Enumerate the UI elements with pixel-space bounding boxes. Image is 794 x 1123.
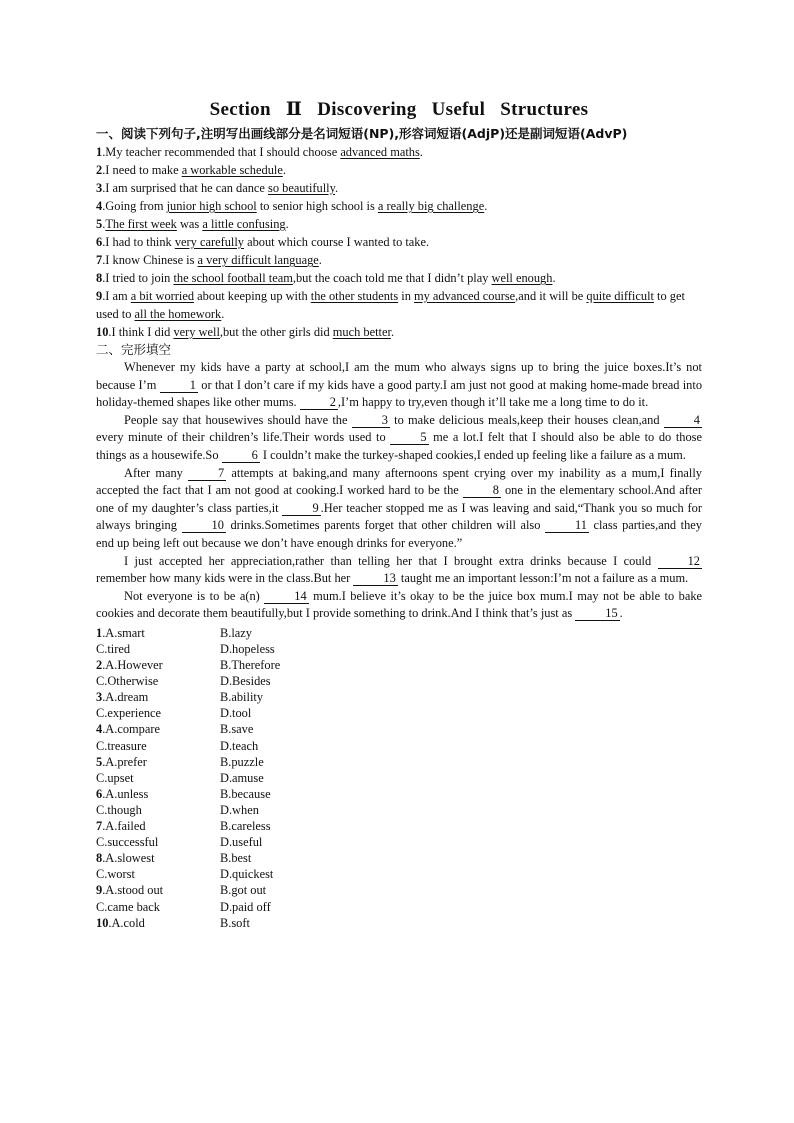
part1-heading: 一、阅读下列句子,注明写出画线部分是名词短语(NP),形容词短语(AdjP)还是副词短语(AdvP) bbox=[96, 126, 628, 141]
passage-text: . bbox=[619, 606, 623, 621]
underlined-phrase: quite difficult bbox=[586, 289, 654, 303]
option-row bbox=[96, 866, 702, 882]
question-text: . bbox=[282, 163, 286, 177]
question-number: 4 bbox=[96, 199, 103, 213]
passage-text: mum.I believe it’s okay to be the juice box mum.I may not be able to bake cookies and decorate them beautifully,but I provide something to drink.And I think that’s just as bbox=[96, 588, 703, 621]
question-number: 9 bbox=[96, 289, 103, 303]
option-b[interactable]: B.best bbox=[220, 851, 252, 866]
option-a[interactable] bbox=[96, 689, 220, 705]
passage-text: drinks.Sometimes parents forget that other children will also bbox=[225, 518, 545, 533]
question-number: 8 bbox=[96, 271, 103, 285]
option-number: 8 bbox=[96, 851, 103, 866]
option-number: 7 bbox=[96, 819, 103, 834]
question-text: .I am surprised that he can dance bbox=[102, 181, 269, 195]
option-b[interactable]: B.save bbox=[220, 722, 254, 737]
option-number: 2 bbox=[96, 658, 103, 673]
passage-paragraph bbox=[96, 412, 702, 465]
cloze-blank[interactable]: 14 bbox=[264, 590, 308, 604]
option-b[interactable]: B.soft bbox=[220, 915, 250, 930]
passage-text: taught me an important lesson:I’m not a failure as a mum. bbox=[397, 571, 689, 586]
option-row bbox=[96, 770, 702, 786]
option-c[interactable]: C.worst bbox=[96, 867, 135, 882]
question-text: to get used to bbox=[96, 289, 685, 321]
passage-text: me a lot.I felt that I should also be able to do those things as a housewife.So bbox=[96, 430, 703, 462]
underlined-phrase: a workable schedule bbox=[181, 163, 283, 177]
question-item bbox=[96, 251, 702, 269]
passage-text: class parties,and they end up being left out because we don’t have enough drinks for everyone.” bbox=[96, 518, 702, 550]
option-b[interactable]: B.because bbox=[220, 786, 271, 801]
question-text: . bbox=[419, 145, 423, 159]
option-a-text: .A.compare bbox=[102, 722, 160, 737]
option-row bbox=[96, 882, 702, 898]
question-text: .I think I did bbox=[108, 325, 174, 339]
underlined-phrase: advanced maths bbox=[340, 145, 420, 159]
question-text: .Going from bbox=[102, 199, 167, 213]
cloze-blank[interactable]: 10 bbox=[182, 519, 226, 533]
option-number: 6 bbox=[96, 786, 103, 801]
option-d[interactable]: D.useful bbox=[220, 835, 263, 850]
question-text: .I need to make bbox=[102, 163, 182, 177]
option-d[interactable]: D.Besides bbox=[220, 674, 271, 689]
option-b[interactable]: B.careless bbox=[220, 819, 271, 834]
option-c[interactable]: C.experience bbox=[96, 706, 162, 721]
option-number: 4 bbox=[96, 722, 103, 737]
option-row bbox=[96, 673, 702, 689]
underlined-phrase: The first week bbox=[105, 217, 177, 231]
option-row bbox=[96, 834, 702, 850]
passage-text: ,I’m happy to try,even though it’ll take me a long time to do it. bbox=[337, 395, 649, 410]
underlined-phrase: very carefully bbox=[174, 235, 244, 249]
question-text: . bbox=[102, 217, 106, 231]
option-row bbox=[96, 899, 702, 915]
option-a[interactable] bbox=[96, 786, 220, 802]
question-item bbox=[96, 287, 702, 323]
cloze-blank[interactable]: 5 bbox=[390, 431, 428, 445]
option-a-text: .A.smart bbox=[102, 625, 145, 640]
cloze-blank[interactable]: 3 bbox=[352, 414, 390, 428]
part1-question-list bbox=[96, 143, 702, 341]
cloze-options bbox=[96, 625, 702, 931]
option-row bbox=[96, 915, 702, 931]
page-title: Section Ⅱ Discovering Useful Structures bbox=[209, 99, 589, 120]
option-d[interactable]: D.amuse bbox=[220, 770, 264, 785]
cloze-blank[interactable]: 7 bbox=[188, 467, 226, 481]
passage-text: Not everyone is to be a(n) bbox=[124, 588, 265, 603]
option-c[interactable]: C.came back bbox=[96, 899, 160, 914]
option-number: 3 bbox=[96, 690, 103, 705]
underlined-phrase: a very difficult language bbox=[197, 253, 319, 267]
option-row bbox=[96, 754, 702, 770]
option-number: 1 bbox=[96, 625, 103, 640]
option-row bbox=[96, 850, 702, 866]
option-a[interactable] bbox=[96, 850, 220, 866]
passage-text: or that I don’t care if my kids have a good party.I am just not good at making home-made bread into holiday-themed shapes like other mums. bbox=[96, 377, 703, 410]
cloze-blank[interactable]: 4 bbox=[664, 414, 702, 428]
option-number: 9 bbox=[96, 883, 103, 898]
question-item bbox=[96, 233, 702, 251]
passage-paragraph bbox=[96, 465, 702, 553]
option-row bbox=[96, 818, 702, 834]
cloze-blank[interactable]: 11 bbox=[545, 519, 589, 533]
option-row bbox=[96, 738, 702, 754]
option-row bbox=[96, 689, 702, 705]
question-text: . bbox=[390, 325, 395, 339]
cloze-blank[interactable]: 1 bbox=[160, 379, 198, 393]
passage-paragraph bbox=[96, 588, 702, 623]
option-b[interactable]: B.Therefore bbox=[220, 658, 281, 673]
worksheet-page bbox=[96, 98, 702, 931]
underlined-phrase: a little confusing bbox=[202, 217, 286, 231]
part2-heading: 二、完形填空 bbox=[96, 342, 172, 357]
question-text: in bbox=[398, 289, 414, 303]
underlined-phrase: the school football team bbox=[173, 271, 293, 285]
option-c[interactable]: C.though bbox=[96, 802, 142, 817]
option-a[interactable] bbox=[96, 915, 220, 931]
cloze-passage bbox=[96, 359, 702, 623]
cloze-blank[interactable]: 8 bbox=[463, 484, 501, 498]
option-b[interactable]: B.ability bbox=[220, 690, 264, 705]
option-a-text: .A.cold bbox=[108, 915, 145, 930]
question-number: 7 bbox=[96, 253, 103, 267]
question-item bbox=[96, 143, 702, 161]
question-item bbox=[96, 269, 702, 287]
underlined-phrase: a really big challenge bbox=[377, 199, 485, 213]
option-number: 5 bbox=[96, 754, 103, 769]
underlined-phrase: the other students bbox=[310, 289, 399, 303]
option-b[interactable]: B.puzzle bbox=[220, 754, 264, 769]
question-text: . bbox=[484, 199, 488, 213]
question-text: . bbox=[318, 253, 322, 267]
option-c[interactable]: C.treasure bbox=[96, 738, 147, 753]
question-text: .I tried to join bbox=[102, 271, 174, 285]
question-text: .I am bbox=[102, 289, 131, 303]
question-text: ,but the other girls did bbox=[219, 325, 333, 339]
option-a[interactable] bbox=[96, 625, 220, 641]
option-d[interactable]: D.hopeless bbox=[220, 642, 275, 656]
underlined-phrase: very well bbox=[173, 325, 220, 339]
passage-text: to make delicious meals,keep their houses clean,and bbox=[389, 412, 664, 427]
question-text: about keeping up with bbox=[194, 289, 311, 303]
passage-text: Whenever my kids have a party at school,I am the mum who always signs up to bring the juice boxes.It’s not because I’m bbox=[96, 360, 702, 392]
underlined-phrase: so beautifully bbox=[268, 181, 336, 195]
question-text: . bbox=[221, 307, 225, 321]
passage-paragraph bbox=[96, 553, 702, 588]
option-a[interactable] bbox=[96, 818, 220, 834]
question-text: about which course I wanted to take. bbox=[243, 235, 430, 249]
option-row bbox=[96, 802, 702, 818]
question-number: 10 bbox=[96, 325, 109, 339]
question-number: 5 bbox=[96, 217, 103, 231]
cloze-blank[interactable]: 15 bbox=[575, 607, 619, 621]
passage-text: After many bbox=[124, 465, 189, 480]
option-a-text: .A.However bbox=[102, 658, 163, 673]
passage-text: one in the elementary school.And after one of my daughter’s class parties,it bbox=[96, 483, 702, 515]
passage-paragraph bbox=[96, 359, 702, 412]
option-b[interactable]: B.got out bbox=[220, 883, 267, 898]
option-a[interactable] bbox=[96, 754, 220, 770]
underlined-phrase: junior high school bbox=[166, 199, 257, 213]
question-text: to senior high school is bbox=[256, 199, 378, 213]
option-row bbox=[96, 786, 702, 802]
option-d[interactable]: D.when bbox=[220, 802, 259, 817]
option-a-text: .A.prefer bbox=[102, 754, 147, 769]
option-a[interactable] bbox=[96, 882, 220, 898]
cloze-blank[interactable]: 13 bbox=[353, 572, 397, 586]
question-text: ,but the coach told me that I didn’t play bbox=[292, 271, 492, 285]
cloze-blank[interactable]: 6 bbox=[222, 449, 260, 463]
question-item bbox=[96, 161, 702, 179]
question-text: . bbox=[552, 271, 556, 285]
option-a-text: .A.unless bbox=[102, 786, 149, 801]
passage-text: remember how many kids were in the class.But her bbox=[96, 571, 354, 586]
question-text: was bbox=[176, 217, 203, 231]
option-d[interactable]: D.teach bbox=[220, 738, 259, 753]
passage-text: I couldn’t make the turkey-shaped cookies,I ended up feeling like a failure as a mum. bbox=[259, 447, 686, 462]
question-item bbox=[96, 179, 702, 197]
option-a-text: .A.stood out bbox=[102, 883, 164, 898]
option-number: 10 bbox=[96, 915, 109, 930]
underlined-phrase: a bit worried bbox=[130, 289, 195, 303]
option-row bbox=[96, 641, 702, 657]
question-number: 2 bbox=[96, 163, 103, 177]
option-c[interactable]: C.successful bbox=[96, 835, 159, 850]
option-row bbox=[96, 625, 702, 641]
option-c[interactable]: C.tired bbox=[96, 642, 131, 656]
question-item bbox=[96, 215, 702, 233]
question-text: .I know Chinese is bbox=[102, 253, 198, 267]
option-a-text: .A.slowest bbox=[102, 851, 155, 866]
cloze-blank[interactable]: 2 bbox=[300, 396, 338, 410]
cloze-blank[interactable]: 12 bbox=[658, 555, 702, 569]
option-a[interactable] bbox=[96, 657, 220, 673]
question-number: 1 bbox=[96, 145, 103, 159]
passage-text: .Her teacher stopped me as I was leaving and said,“Thank you so much for always bringing bbox=[96, 500, 702, 533]
passage-text: every minute of their children’s life.Their words used to bbox=[96, 430, 391, 445]
question-text: . bbox=[335, 181, 339, 195]
underlined-phrase: all the homework bbox=[134, 307, 222, 321]
question-item bbox=[96, 197, 702, 215]
underlined-phrase: my advanced course bbox=[414, 289, 516, 303]
passage-text: attempts at baking,and many afternoons spent crying over my inability as a mum,I finally accepted the fact that I am not good at cooking.I worked hard to be the bbox=[96, 465, 702, 498]
option-a-text: .A.dream bbox=[102, 690, 149, 705]
option-a[interactable] bbox=[96, 721, 220, 737]
underlined-phrase: well enough bbox=[491, 271, 553, 285]
question-text: .I had to think bbox=[102, 235, 175, 249]
option-d[interactable]: D.quickest bbox=[220, 867, 274, 882]
question-item bbox=[96, 323, 702, 341]
option-row bbox=[96, 705, 702, 721]
option-c[interactable]: C.Otherwise bbox=[96, 674, 159, 689]
question-text: . bbox=[285, 217, 289, 231]
question-number: 6 bbox=[96, 235, 103, 249]
option-d[interactable]: D.tool bbox=[220, 706, 252, 721]
option-c[interactable]: C.upset bbox=[96, 770, 134, 785]
option-d[interactable]: D.paid off bbox=[220, 899, 271, 914]
question-text: .My teacher recommended that I should choose bbox=[102, 145, 341, 159]
cloze-blank[interactable]: 9 bbox=[282, 502, 320, 516]
option-row bbox=[96, 657, 702, 673]
option-a-text: .A.failed bbox=[102, 819, 146, 834]
option-row bbox=[96, 721, 702, 737]
question-number: 3 bbox=[96, 181, 103, 195]
passage-text: I just accepted her appreciation,rather than telling her that I brought extra drinks because I could bbox=[124, 553, 658, 568]
question-text: ,and it will be bbox=[515, 289, 587, 303]
passage-text: People say that housewives should have the bbox=[124, 412, 352, 427]
underlined-phrase: much better bbox=[332, 325, 391, 339]
option-b[interactable]: B.lazy bbox=[220, 625, 252, 640]
